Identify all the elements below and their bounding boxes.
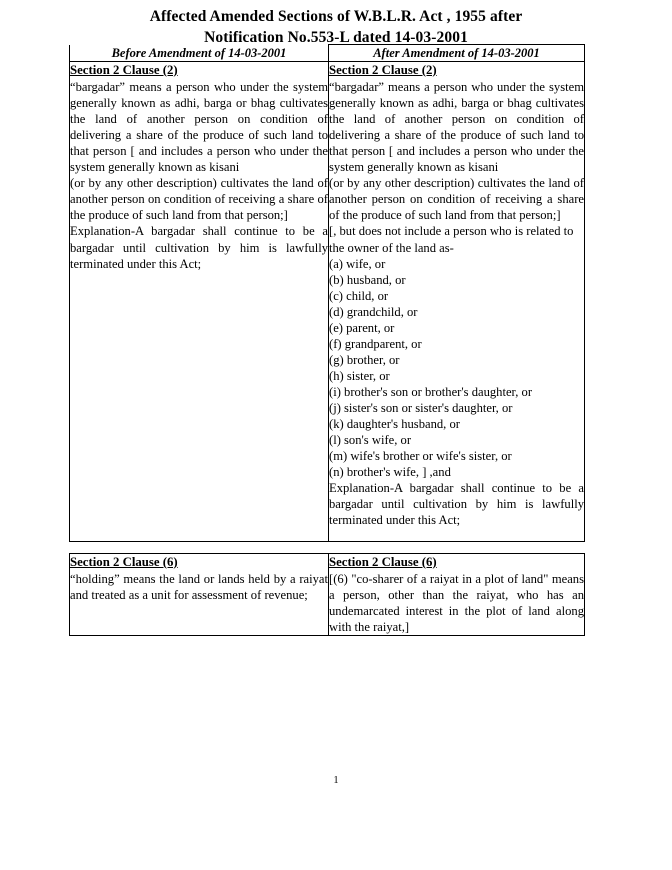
table-row	[70, 62, 585, 542]
clause-paragraph: [(6) "co-sharer of a raiyat in a plot of land" means a person, other than the raiyat, who has an undemarcated interest in the plot of land along with the raiyat,]	[329, 572, 584, 635]
list-item: (c) child, or	[329, 288, 389, 303]
list-item: (i) brother's son or brother's daughter, or	[329, 384, 533, 399]
spacer-right	[329, 542, 585, 554]
list-item: (g) brother, or	[329, 352, 400, 367]
clause-heading: Section 2 Clause (6)	[70, 555, 178, 569]
list-item: (e) parent, or	[329, 320, 395, 335]
clause-heading: Section 2 Clause (2)	[329, 63, 437, 77]
column-header-after: After Amendment of 14-03-2001	[329, 45, 585, 62]
title-line-2: Notification No.553-L dated 14-03-2001	[204, 29, 468, 46]
cell-before-clause-6	[70, 554, 329, 636]
list-item: (m) wife's brother or wife's sister, or	[329, 449, 512, 464]
clause-paragraph: Explanation-A bargadar shall continue to be a bargadar until cultivation by him is lawfully terminated under this Act;	[70, 224, 328, 271]
table-header-row	[70, 45, 585, 62]
list-item: (f) grandparent, or	[329, 336, 422, 351]
excluded-relations-list	[329, 256, 584, 481]
clause-paragraph: [, but does not include a person who is related to the owner of the land as-	[329, 224, 574, 255]
clause-paragraph: (or by any other description) cultivates the land of another person on condition of receiving a share of the produce of such land from that person;]	[70, 176, 328, 223]
clause-paragraph: “holding” means the land or lands held by a raiyat and treated as a unit for assessment of revenue;	[70, 572, 328, 603]
page-number: 1	[333, 775, 339, 786]
list-item: (k) daughter's husband, or	[329, 417, 460, 432]
clause-heading: Section 2 Clause (6)	[329, 555, 437, 569]
table-row-spacer	[70, 542, 585, 554]
title-line-1: Affected Amended Sections of W.B.L.R. Act , 1955 after	[149, 8, 523, 25]
list-item: (a) wife, or	[329, 256, 386, 271]
clause-paragraph: Explanation-A bargadar shall continue to be a bargadar until cultivation by him is lawfully terminated under this Act;	[329, 481, 584, 528]
spacer-left	[70, 542, 329, 554]
cell-before-clause-2	[70, 62, 329, 542]
list-item: (n) brother's wife, ] ,and	[329, 465, 451, 480]
amendment-comparison-table	[69, 44, 585, 636]
list-item: (j) sister's son or sister's daughter, or	[329, 400, 513, 415]
list-item: (l) son's wife, or	[329, 433, 412, 448]
list-item: (b) husband, or	[329, 272, 406, 287]
table-row	[70, 554, 585, 636]
clause-heading: Section 2 Clause (2)	[70, 63, 178, 77]
column-header-before: Before Amendment of 14-03-2001	[70, 45, 329, 62]
list-item: (d) grandchild, or	[329, 304, 418, 319]
clause-paragraph: “bargadar” means a person who under the system generally known as adhi, barga or bhag cultivates the land of another person on condition of delivering a share of the produce of such land to that person [ and includes a person who under the system generally known as kisani	[329, 80, 584, 175]
clause-paragraph: “bargadar” means a person who under the system generally known as adhi, barga or bhag cultivates the land of another person on condition of delivering a share of the produce of such land to that person [ and includes a person who under the system generally known as kisani	[70, 80, 328, 175]
cell-after-clause-6	[329, 554, 585, 636]
cell-after-clause-2	[329, 62, 585, 542]
list-item: (h) sister, or	[329, 368, 390, 383]
page-title	[0, 0, 672, 48]
clause-paragraph: (or by any other description) cultivates the land of another person on condition of receiving a share of the produce of such land from that person;]	[329, 176, 584, 223]
